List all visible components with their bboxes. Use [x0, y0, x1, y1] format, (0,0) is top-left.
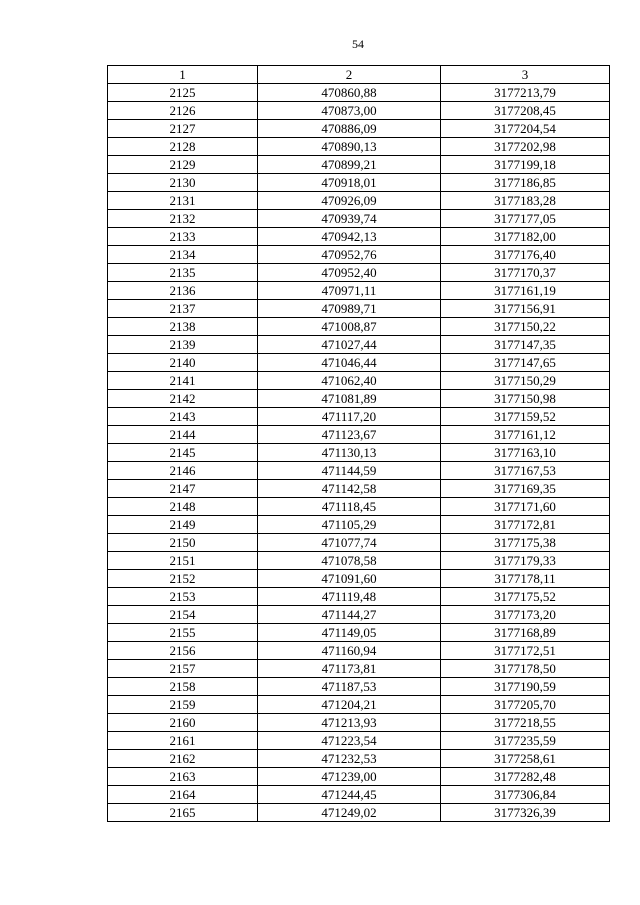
- x-coordinate-cell: 471232,53: [258, 750, 441, 768]
- x-coordinate-cell: 471223,54: [258, 732, 441, 750]
- table-row: [108, 714, 610, 732]
- point-number-cell: 2144: [108, 426, 258, 444]
- point-number-cell: 2158: [108, 678, 258, 696]
- table-row: [108, 372, 610, 390]
- x-coordinate-cell: 470890,13: [258, 138, 441, 156]
- table-row: [108, 336, 610, 354]
- x-coordinate-cell: 470942,13: [258, 228, 441, 246]
- x-coordinate-cell: 470873,00: [258, 102, 441, 120]
- table-row: [108, 228, 610, 246]
- x-coordinate-cell: 470926,09: [258, 192, 441, 210]
- table-row: [108, 444, 610, 462]
- point-number-cell: 2164: [108, 786, 258, 804]
- table-row: [108, 300, 610, 318]
- table-row: [108, 102, 610, 120]
- point-number-cell: 2165: [108, 804, 258, 822]
- point-number-cell: 2162: [108, 750, 258, 768]
- x-coordinate-cell: 471081,89: [258, 390, 441, 408]
- y-coordinate-cell: 3177170,37: [441, 264, 610, 282]
- x-coordinate-cell: 470918,01: [258, 174, 441, 192]
- table-row: [108, 570, 610, 588]
- y-coordinate-cell: 3177169,35: [441, 480, 610, 498]
- point-number-cell: 2153: [108, 588, 258, 606]
- point-number-cell: 2146: [108, 462, 258, 480]
- y-coordinate-cell: 3177179,33: [441, 552, 610, 570]
- x-coordinate-cell: 471204,21: [258, 696, 441, 714]
- table-row: [108, 426, 610, 444]
- table-row: [108, 390, 610, 408]
- table-row: [108, 732, 610, 750]
- y-coordinate-cell: 3177183,28: [441, 192, 610, 210]
- point-number-cell: 2140: [108, 354, 258, 372]
- x-coordinate-cell: 471008,87: [258, 318, 441, 336]
- x-coordinate-cell: 471062,40: [258, 372, 441, 390]
- x-coordinate-cell: 470886,09: [258, 120, 441, 138]
- x-coordinate-cell: 471105,29: [258, 516, 441, 534]
- point-number-cell: 2145: [108, 444, 258, 462]
- y-coordinate-cell: 3177173,20: [441, 606, 610, 624]
- y-coordinate-cell: 3177176,40: [441, 246, 610, 264]
- x-coordinate-cell: 471239,00: [258, 768, 441, 786]
- table-row: [108, 552, 610, 570]
- point-number-cell: 2128: [108, 138, 258, 156]
- table-row: [108, 354, 610, 372]
- coordinates-table: [107, 65, 610, 822]
- table-row: [108, 498, 610, 516]
- point-number-cell: 2161: [108, 732, 258, 750]
- column-header-1: 1: [108, 66, 258, 84]
- y-coordinate-cell: 3177167,53: [441, 462, 610, 480]
- column-header-2: 2: [258, 66, 441, 84]
- table-row: [108, 84, 610, 102]
- y-coordinate-cell: 3177326,39: [441, 804, 610, 822]
- y-coordinate-cell: 3177218,55: [441, 714, 610, 732]
- point-number-cell: 2134: [108, 246, 258, 264]
- point-number-cell: 2141: [108, 372, 258, 390]
- x-coordinate-cell: 471046,44: [258, 354, 441, 372]
- y-coordinate-cell: 3177147,65: [441, 354, 610, 372]
- y-coordinate-cell: 3177171,60: [441, 498, 610, 516]
- table-row: [108, 534, 610, 552]
- table-row: [108, 120, 610, 138]
- point-number-cell: 2132: [108, 210, 258, 228]
- table-row: [108, 516, 610, 534]
- point-number-cell: 2130: [108, 174, 258, 192]
- y-coordinate-cell: 3177150,29: [441, 372, 610, 390]
- x-coordinate-cell: 471160,94: [258, 642, 441, 660]
- y-coordinate-cell: 3177150,98: [441, 390, 610, 408]
- y-coordinate-cell: 3177186,85: [441, 174, 610, 192]
- table-row: [108, 156, 610, 174]
- y-coordinate-cell: 3177172,81: [441, 516, 610, 534]
- point-number-cell: 2163: [108, 768, 258, 786]
- table-row: [108, 246, 610, 264]
- point-number-cell: 2125: [108, 84, 258, 102]
- y-coordinate-cell: 3177161,12: [441, 426, 610, 444]
- y-coordinate-cell: 3177202,98: [441, 138, 610, 156]
- y-coordinate-cell: 3177213,79: [441, 84, 610, 102]
- point-number-cell: 2126: [108, 102, 258, 120]
- x-coordinate-cell: 471213,93: [258, 714, 441, 732]
- y-coordinate-cell: 3177190,59: [441, 678, 610, 696]
- x-coordinate-cell: 471130,13: [258, 444, 441, 462]
- y-coordinate-cell: 3177235,59: [441, 732, 610, 750]
- page-number: 54: [352, 37, 364, 51]
- x-coordinate-cell: 471142,58: [258, 480, 441, 498]
- table-header-row: [108, 66, 610, 84]
- table-body: [108, 84, 610, 822]
- y-coordinate-cell: 3177161,19: [441, 282, 610, 300]
- x-coordinate-cell: 471149,05: [258, 624, 441, 642]
- point-number-cell: 2156: [108, 642, 258, 660]
- point-number-cell: 2138: [108, 318, 258, 336]
- x-coordinate-cell: 471119,48: [258, 588, 441, 606]
- point-number-cell: 2137: [108, 300, 258, 318]
- y-coordinate-cell: 3177175,52: [441, 588, 610, 606]
- table-row: [108, 750, 610, 768]
- table-row: [108, 642, 610, 660]
- y-coordinate-cell: 3177282,48: [441, 768, 610, 786]
- table-row: [108, 210, 610, 228]
- x-coordinate-cell: 470971,11: [258, 282, 441, 300]
- point-number-cell: 2150: [108, 534, 258, 552]
- point-number-cell: 2142: [108, 390, 258, 408]
- y-coordinate-cell: 3177205,70: [441, 696, 610, 714]
- y-coordinate-cell: 3177150,22: [441, 318, 610, 336]
- table-row: [108, 624, 610, 642]
- x-coordinate-cell: 470860,88: [258, 84, 441, 102]
- table-row: [108, 588, 610, 606]
- point-number-cell: 2139: [108, 336, 258, 354]
- point-number-cell: 2136: [108, 282, 258, 300]
- point-number-cell: 2135: [108, 264, 258, 282]
- point-number-cell: 2159: [108, 696, 258, 714]
- y-coordinate-cell: 3177199,18: [441, 156, 610, 174]
- table-row: [108, 462, 610, 480]
- y-coordinate-cell: 3177258,61: [441, 750, 610, 768]
- y-coordinate-cell: 3177168,89: [441, 624, 610, 642]
- table-row: [108, 138, 610, 156]
- x-coordinate-cell: 471078,58: [258, 552, 441, 570]
- x-coordinate-cell: 471091,60: [258, 570, 441, 588]
- point-number-cell: 2151: [108, 552, 258, 570]
- x-coordinate-cell: 471187,53: [258, 678, 441, 696]
- x-coordinate-cell: 471249,02: [258, 804, 441, 822]
- y-coordinate-cell: 3177182,00: [441, 228, 610, 246]
- y-coordinate-cell: 3177177,05: [441, 210, 610, 228]
- point-number-cell: 2149: [108, 516, 258, 534]
- y-coordinate-cell: 3177172,51: [441, 642, 610, 660]
- point-number-cell: 2131: [108, 192, 258, 210]
- point-number-cell: 2152: [108, 570, 258, 588]
- point-number-cell: 2143: [108, 408, 258, 426]
- y-coordinate-cell: 3177306,84: [441, 786, 610, 804]
- table-row: [108, 264, 610, 282]
- x-coordinate-cell: 471173,81: [258, 660, 441, 678]
- y-coordinate-cell: 3177178,11: [441, 570, 610, 588]
- y-coordinate-cell: 3177159,52: [441, 408, 610, 426]
- y-coordinate-cell: 3177147,35: [441, 336, 610, 354]
- point-number-cell: 2127: [108, 120, 258, 138]
- x-coordinate-cell: 471144,27: [258, 606, 441, 624]
- table-row: [108, 768, 610, 786]
- x-coordinate-cell: 471027,44: [258, 336, 441, 354]
- y-coordinate-cell: 3177163,10: [441, 444, 610, 462]
- x-coordinate-cell: 471077,74: [258, 534, 441, 552]
- point-number-cell: 2160: [108, 714, 258, 732]
- x-coordinate-cell: 470952,76: [258, 246, 441, 264]
- point-number-cell: 2154: [108, 606, 258, 624]
- table-row: [108, 606, 610, 624]
- table-row: [108, 318, 610, 336]
- table-row: [108, 678, 610, 696]
- point-number-cell: 2147: [108, 480, 258, 498]
- column-header-3: 3: [441, 66, 610, 84]
- point-number-cell: 2148: [108, 498, 258, 516]
- point-number-cell: 2157: [108, 660, 258, 678]
- x-coordinate-cell: 471118,45: [258, 498, 441, 516]
- table-row: [108, 192, 610, 210]
- y-coordinate-cell: 3177208,45: [441, 102, 610, 120]
- x-coordinate-cell: 470899,21: [258, 156, 441, 174]
- x-coordinate-cell: 470989,71: [258, 300, 441, 318]
- table-row: [108, 786, 610, 804]
- x-coordinate-cell: 471244,45: [258, 786, 441, 804]
- table-row: [108, 408, 610, 426]
- x-coordinate-cell: 470952,40: [258, 264, 441, 282]
- table-row: [108, 174, 610, 192]
- point-number-cell: 2133: [108, 228, 258, 246]
- table-row: [108, 282, 610, 300]
- table-row: [108, 696, 610, 714]
- table-row: [108, 660, 610, 678]
- x-coordinate-cell: 470939,74: [258, 210, 441, 228]
- x-coordinate-cell: 471123,67: [258, 426, 441, 444]
- x-coordinate-cell: 471144,59: [258, 462, 441, 480]
- point-number-cell: 2155: [108, 624, 258, 642]
- y-coordinate-cell: 3177156,91: [441, 300, 610, 318]
- y-coordinate-cell: 3177204,54: [441, 120, 610, 138]
- table-row: [108, 480, 610, 498]
- y-coordinate-cell: 3177178,50: [441, 660, 610, 678]
- x-coordinate-cell: 471117,20: [258, 408, 441, 426]
- table-row: [108, 804, 610, 822]
- point-number-cell: 2129: [108, 156, 258, 174]
- y-coordinate-cell: 3177175,38: [441, 534, 610, 552]
